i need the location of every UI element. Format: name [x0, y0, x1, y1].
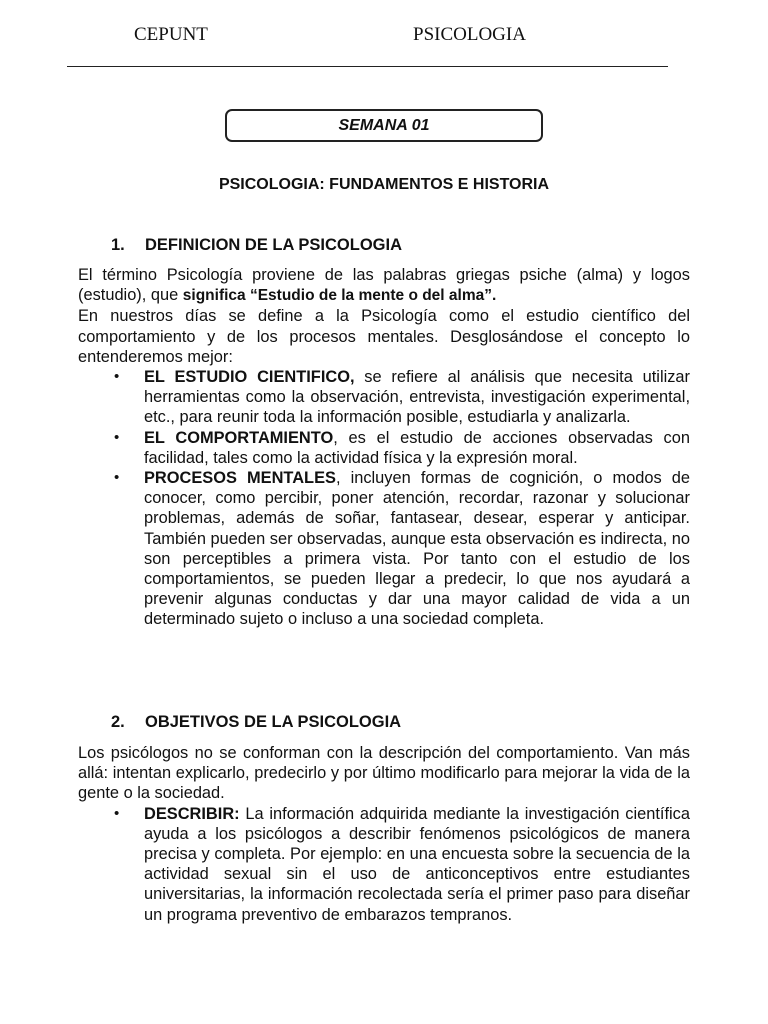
section-1-heading [111, 236, 402, 255]
list-item [78, 804, 690, 925]
list-item-text: La información adquirida mediante la investigación científica ayuda a los psicólogos a describir fenómenos psicológicos de manera precisa y completa. Por ejemplo: en una encuesta sobre la secuencia de la actividad sexual sin el uso de anticonceptivos entre estudiantes universitarias, la información recolectada sería el primer paso para diseñar un programa preventivo de embarazos tempranos. [144, 804, 690, 924]
section-1-body [78, 265, 690, 630]
section-1-paragraph: En nuestros días se define a la Psicología como el estudio científico del comportamiento y de los procesos mentales. Desglosándose el concepto lo entenderemos mejor: [78, 307, 690, 366]
list-item [78, 428, 690, 468]
section-2-list [78, 804, 690, 925]
section-2-number: 2. [111, 713, 125, 731]
intro-definition: significa “Estudio de la mente o del alma”. [182, 287, 497, 305]
week-label-box [225, 109, 543, 142]
document-title: PSICOLOGIA: FUNDAMENTOS E HISTORIA [218, 176, 550, 193]
week-label: SEMANA 01 [338, 116, 430, 134]
section-1-title: DEFINICION DE LA PSICOLOGIA [145, 236, 402, 254]
section-1-list [78, 367, 690, 630]
list-item-text: se refiere al análisis que necesita utilizar herramientas como la observación, entrevista, investigación experimental, etc., para reunir toda la información posible, estudiarla y analizarla. [144, 368, 690, 427]
list-item-term: DESCRIBIR: [144, 804, 240, 823]
header-subject: PSICOLOGIA [413, 24, 526, 45]
section-1-number: 1. [111, 236, 125, 254]
section-2-title: OBJETIVOS DE LA PSICOLOGIA [145, 713, 402, 731]
header-institution: CEPUNT [134, 24, 208, 45]
list-item [78, 468, 690, 630]
list-item-term: EL COMPORTAMIENTO [144, 428, 334, 447]
section-2-intro: Los psicólogos no se conforman con la descripción del comportamiento. Van más allá: intentan explicarlo, predecirlo y por último modificarlo para mejorar la vida de la gente o la sociedad. [78, 744, 690, 803]
list-item-term: PROCESOS MENTALES [144, 469, 336, 488]
header-divider [67, 66, 668, 67]
list-item [78, 367, 690, 428]
list-item-text: , incluyen formas de cognición, o modos de conocer, como percibir, poner atención, recordar, razonar y solucionar problemas, además de soñar, fantasear, desear, esperar y anticipar. También pueden ser observadas, aunque esta observación es indirecta, no son perceptibles a primera vista. Por tanto con el estudio de los comportamientos, se pueden llegar a predecir, lo que nos ayudará a prevenir algunas conductas y dar una mayor calidad de vida a un determinado sujeto o incluso a una sociedad completa. [144, 469, 690, 629]
section-1-intro [78, 265, 690, 306]
list-item-text: , es el estudio de acciones observadas con facilidad, tales como la actividad física y la expresión moral. [144, 428, 690, 467]
section-2-heading [111, 713, 401, 732]
section-2-body [78, 743, 690, 925]
intro-text: El término Psicología proviene de las palabras griegas psiche (alma) y logos (estudio), que [78, 266, 690, 305]
list-item-term: EL ESTUDIO CIENTIFICO, [144, 368, 355, 387]
